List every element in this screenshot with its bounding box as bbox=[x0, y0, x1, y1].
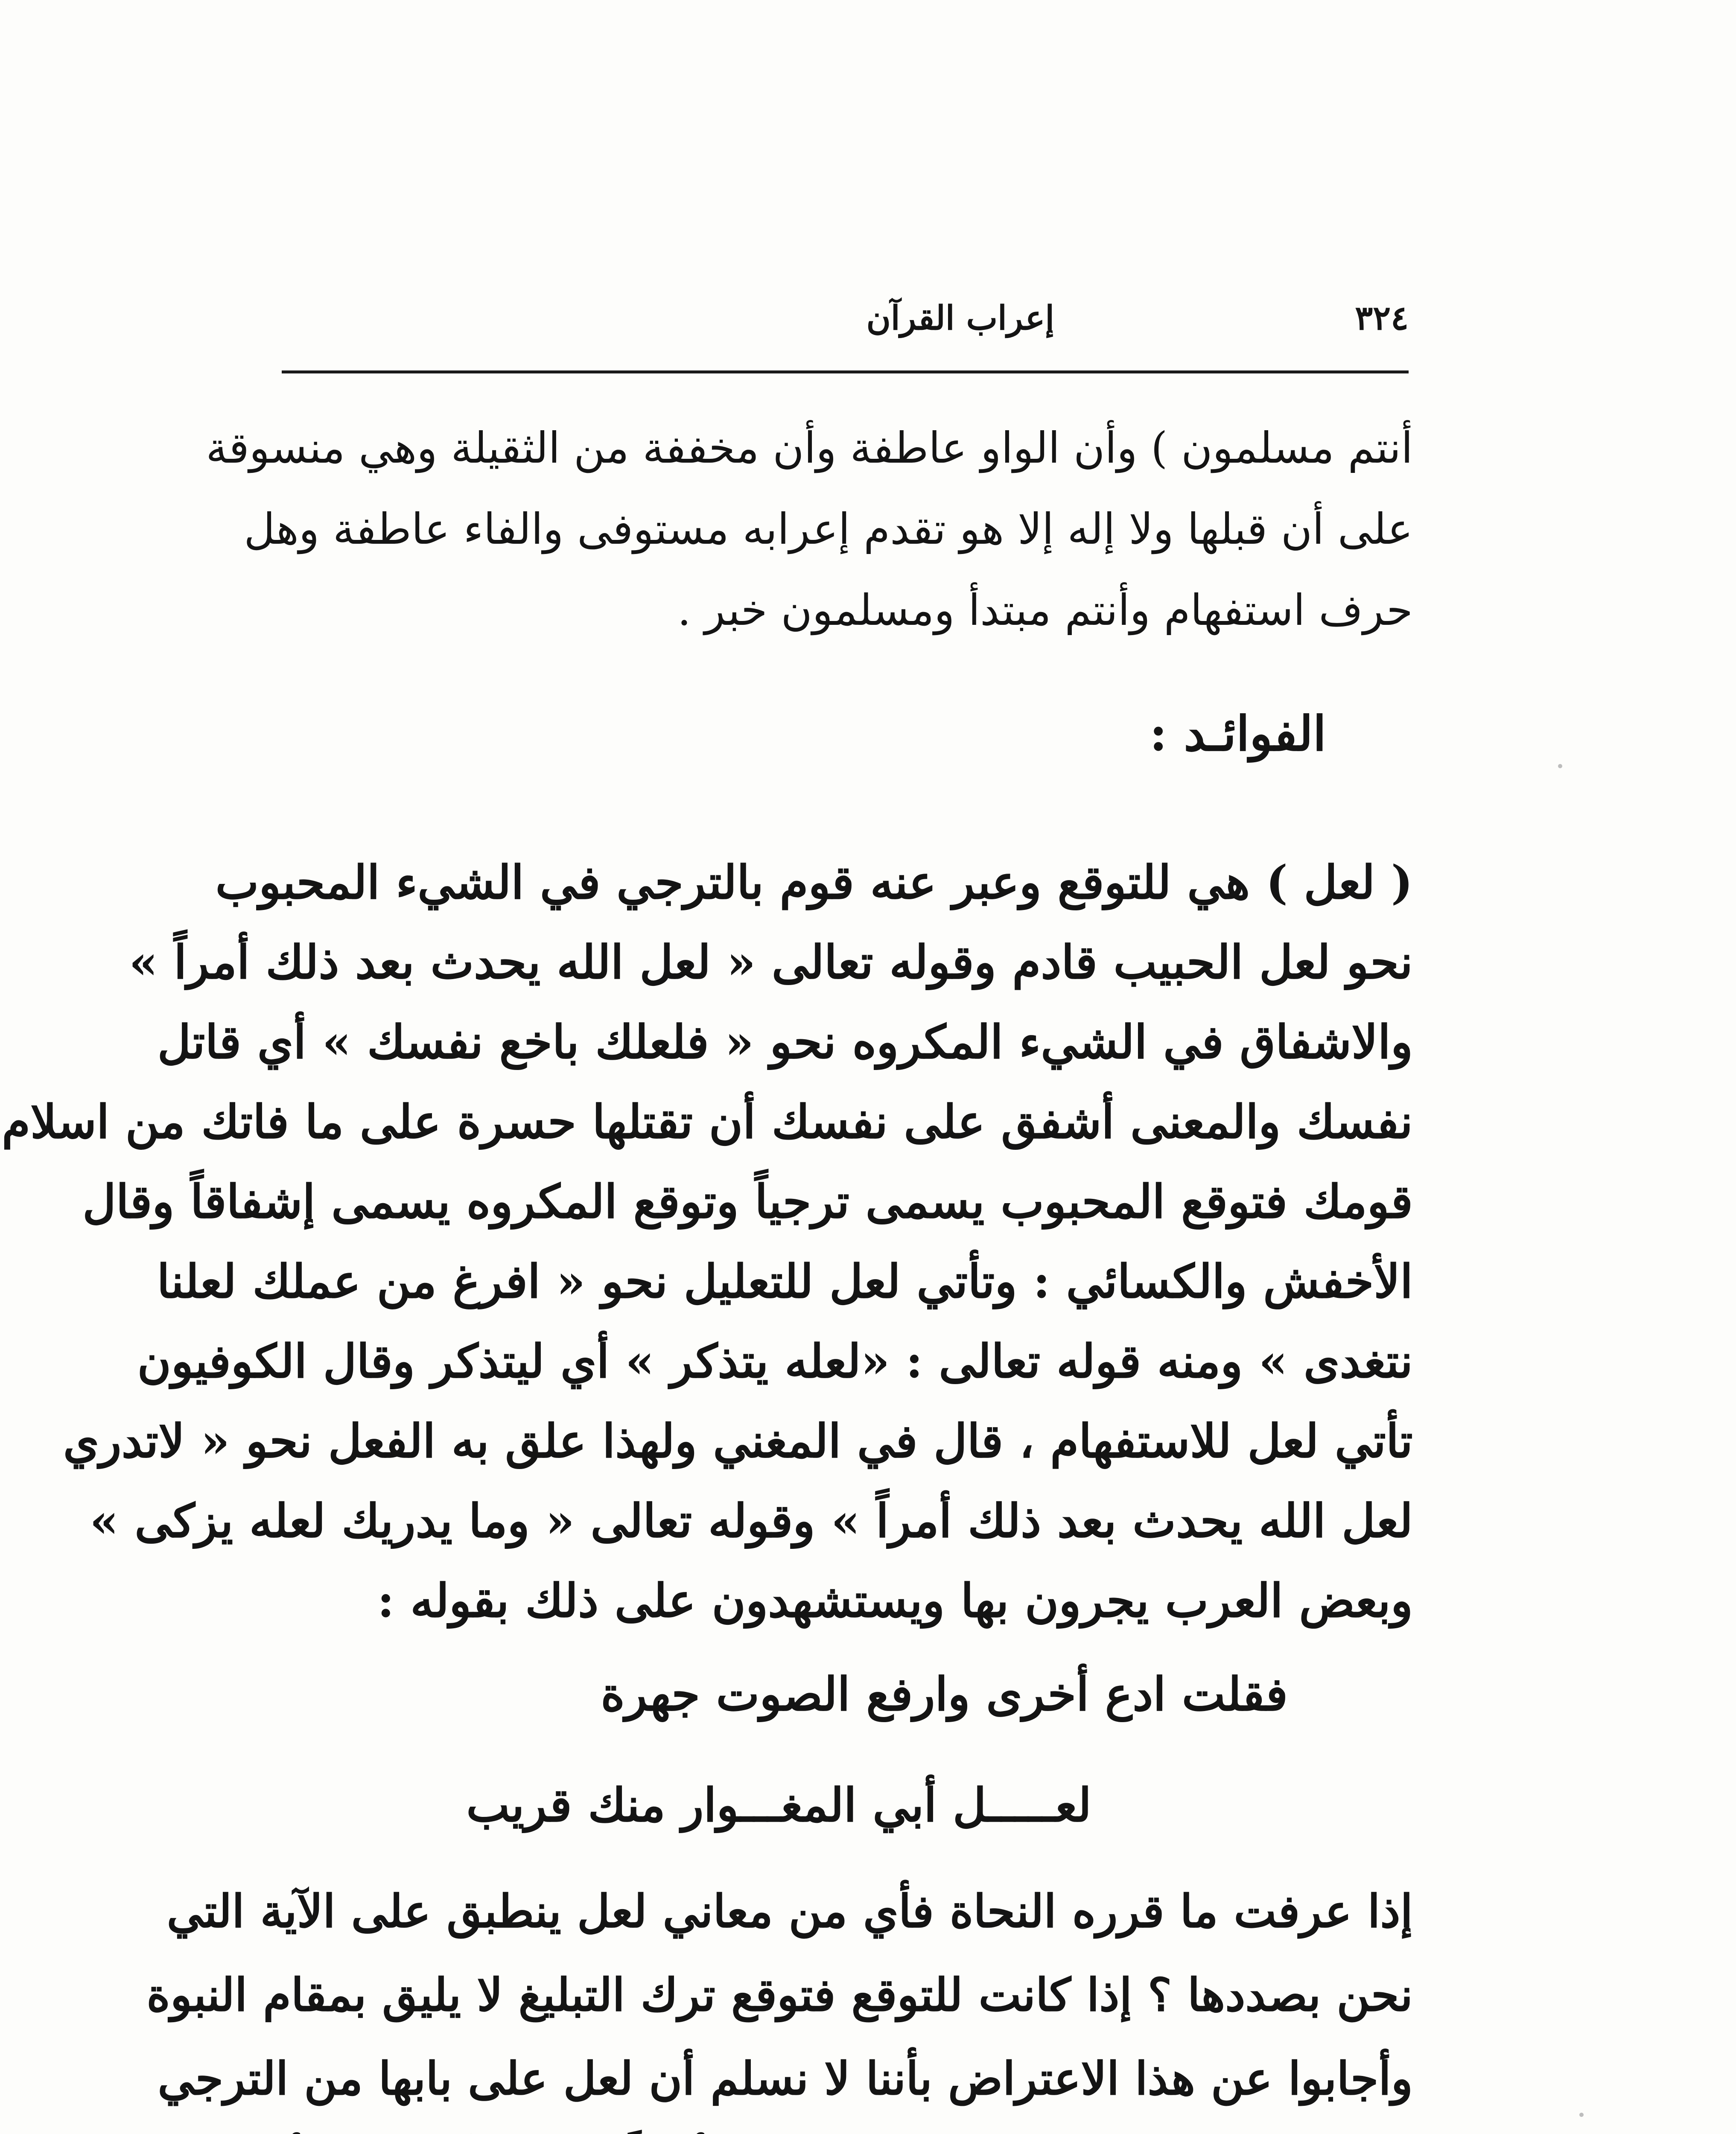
text-line: وبعض العرب يجرون بها ويستشهدون على ذلك بقوله : bbox=[377, 1574, 1413, 1628]
text-line: نحن بصددها ؟ إذا كانت للتوقع فتوقع ترك التبليغ لا يليق بمقام النبوة bbox=[146, 1968, 1413, 2021]
verse-hemistich-1: فقلت ادع أخرى وارفع الصوت جهرة bbox=[601, 1668, 1288, 1721]
text-line: حرف استفهام وأنتم مبتدأ ومسلمون خبر . bbox=[677, 585, 1413, 635]
page-header bbox=[282, 282, 1409, 350]
scan-speck bbox=[1579, 2113, 1584, 2117]
text-line: أنتم مسلمون ) وأن الواو عاطفة وأن مخففة من الثقيلة وهي منسوقة bbox=[206, 423, 1413, 473]
text-line: إذا عرفت ما قرره النحاة فأي من معاني لعل ينطبق على الآية التي bbox=[166, 1884, 1413, 1938]
closing-paragraph bbox=[146, 1869, 1413, 2134]
text-line: وأجابوا عن هذا الاعتراض بأننا لا نسلم أن لعل على بابها من الترجي bbox=[158, 2052, 1413, 2105]
text-line: نفسك والمعنى أشفق على نفسك أن تقتلها حسرة على ما فاتك من اسلام bbox=[2, 1095, 1413, 1149]
text-line bbox=[269, 2120, 1413, 2134]
text-line: الأخفش والكسائي : وتأتي لعل للتعليل نحو « افرغ من عملك لعلنا bbox=[157, 1255, 1413, 1309]
fawaid-paragraph bbox=[2, 843, 1413, 1641]
scan-speck bbox=[1558, 764, 1562, 768]
text-line: نتغدى » ومنه قوله تعالى : «لعله يتذكر » أي ليتذكر وقال الكوفيون bbox=[137, 1335, 1413, 1388]
section-heading: الفوائـد : bbox=[1150, 706, 1326, 762]
text-line: لعل الله يحدث بعد ذلك أمراً » وقوله تعالى « وما يدريك لعله يزكى » bbox=[90, 1494, 1413, 1548]
text-line: ( لعل ) هي للتوقع وعبر عنه قوم بالترجي في الشيء المحبوب bbox=[215, 856, 1413, 910]
verse-hemistich-2: لعـــــل أبي المغـــوار منك قريب bbox=[466, 1778, 1091, 1832]
text-line: نحو لعل الحبيب قادم وقوله تعالى « لعل الله يحدث بعد ذلك أمراً » bbox=[129, 936, 1413, 989]
text-line: والاشفاق في الشيء المكروه نحو « فلعلك باخع نفسك » أي قاتل bbox=[157, 1015, 1413, 1069]
text-line: قومك فتوقع المحبوب يسمى ترجياً وتوقع المكروه يسمى إشفاقاً وقال bbox=[82, 1175, 1413, 1229]
text-line: تأتي لعل للاستفهام ، قال في المغني ولهذا علق به الفعل نحو « لاتدري bbox=[63, 1414, 1413, 1468]
running-title: إعراب القرآن bbox=[866, 299, 1054, 338]
intro-paragraph bbox=[206, 408, 1413, 651]
text-line: على أن قبلها ولا إله إلا هو تقدم إعرابه مستوفى والفاء عاطفة وهل bbox=[244, 504, 1413, 554]
page-number: ٣٢٤ bbox=[1355, 299, 1409, 338]
header-rule bbox=[282, 370, 1409, 373]
